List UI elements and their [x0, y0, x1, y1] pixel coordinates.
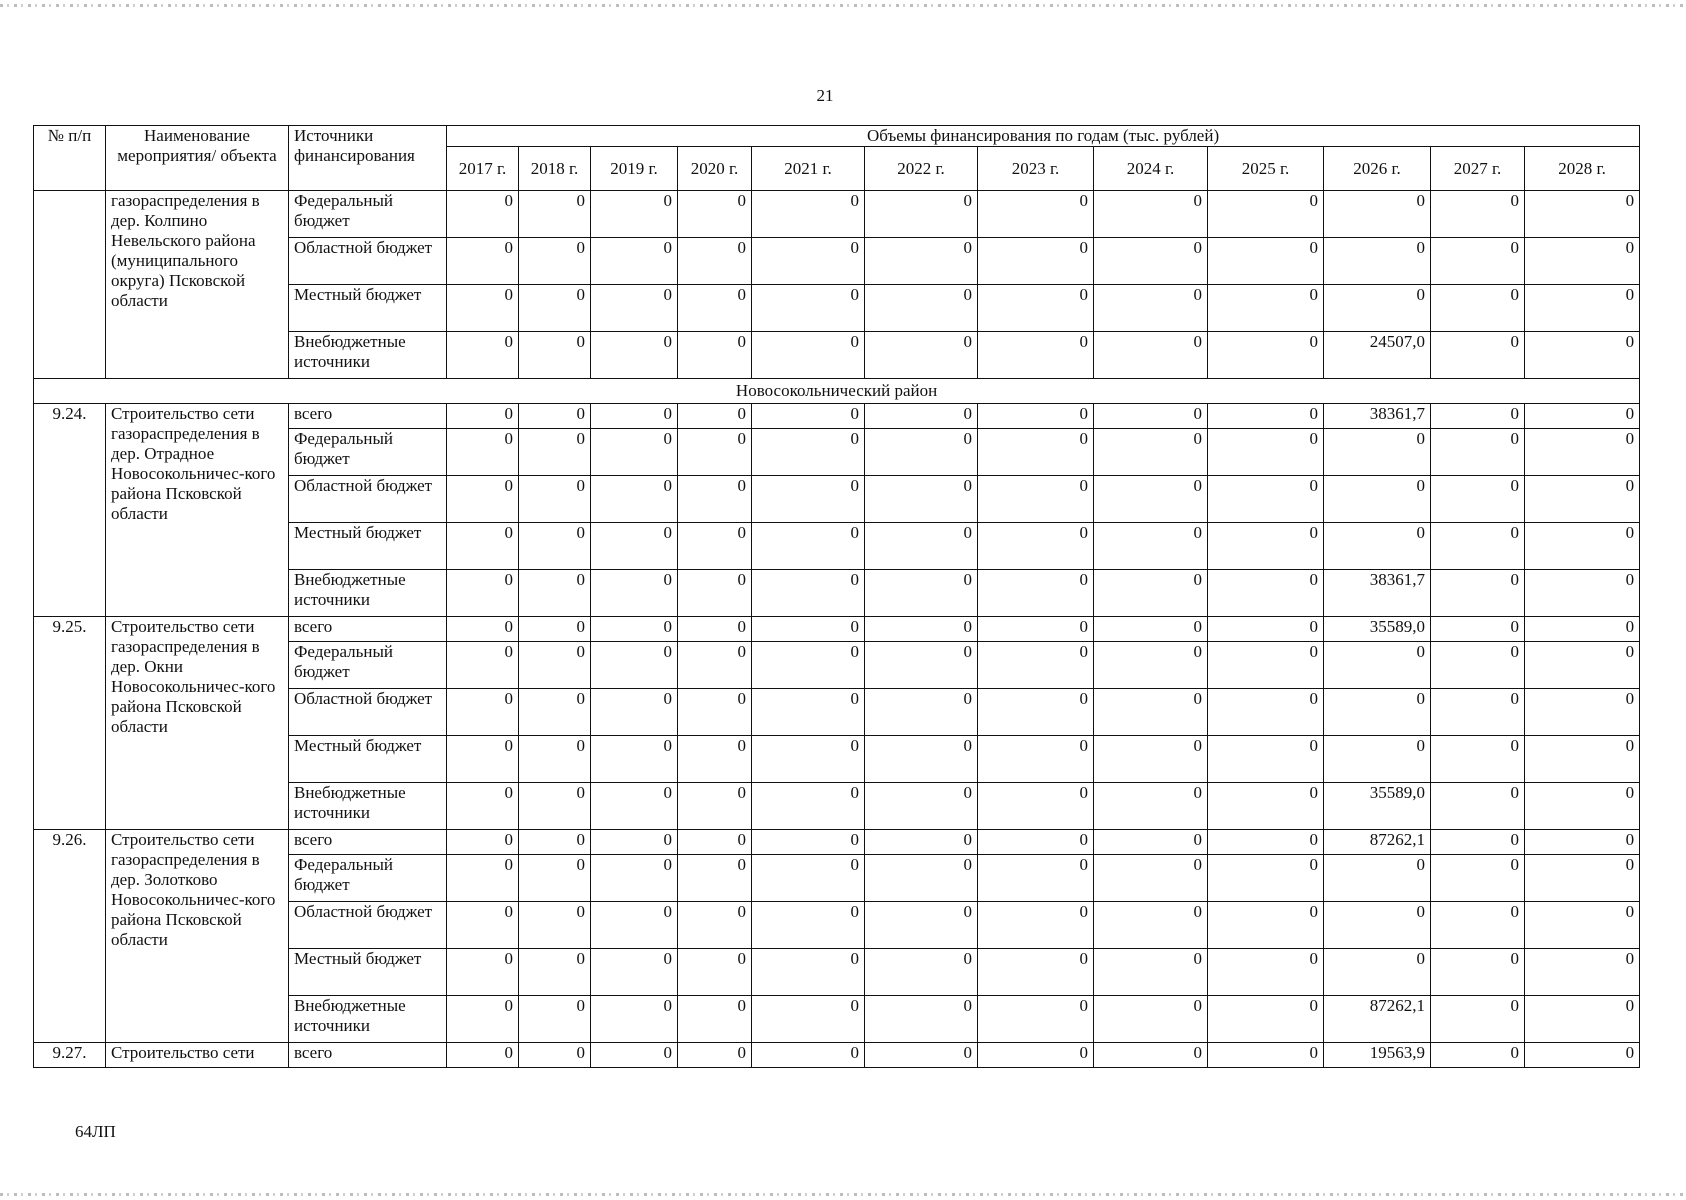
value-cell: 0 [1208, 617, 1324, 642]
value-cell: 0 [752, 783, 865, 830]
value-cell: 0 [519, 476, 591, 523]
value-cell: 0 [1208, 1043, 1324, 1068]
header-financing-group: Объемы финансирования по годам (тыс. рублей) [447, 126, 1640, 147]
value-cell: 87262,1 [1324, 996, 1431, 1043]
value-cell: 0 [978, 476, 1094, 523]
value-cell: 0 [1094, 949, 1208, 996]
value-cell: 0 [447, 736, 519, 783]
year-header: 2027 г. [1431, 147, 1525, 191]
value-cell: 0 [1094, 736, 1208, 783]
value-cell: 0 [519, 332, 591, 379]
value-cell: 0 [591, 570, 678, 617]
item-number-cell: 9.26. [34, 830, 106, 1043]
value-cell: 0 [447, 1043, 519, 1068]
value-cell: 0 [519, 617, 591, 642]
table-row [34, 1043, 1640, 1068]
value-cell: 0 [978, 285, 1094, 332]
value-cell: 0 [752, 570, 865, 617]
value-cell: 38361,7 [1324, 570, 1431, 617]
year-header: 2028 г. [1525, 147, 1640, 191]
value-cell: 0 [447, 476, 519, 523]
value-cell: 0 [978, 783, 1094, 830]
value-cell: 0 [752, 949, 865, 996]
value-cell: 0 [752, 332, 865, 379]
value-cell: 0 [1431, 404, 1525, 429]
value-cell: 0 [1431, 1043, 1525, 1068]
value-cell: 0 [519, 642, 591, 689]
value-cell: 0 [1094, 902, 1208, 949]
item-number-cell [34, 191, 106, 379]
region-row [34, 379, 1640, 404]
value-cell: 0 [978, 617, 1094, 642]
value-cell: 0 [591, 429, 678, 476]
value-cell: 0 [1208, 830, 1324, 855]
value-cell: 38361,7 [1324, 404, 1431, 429]
scan-edge-bottom [0, 1193, 1686, 1196]
value-cell: 0 [519, 855, 591, 902]
item-number-cell: 9.24. [34, 404, 106, 617]
value-cell: 0 [1431, 570, 1525, 617]
value-cell: 0 [1525, 949, 1640, 996]
value-cell: 0 [865, 429, 978, 476]
value-cell: 0 [865, 830, 978, 855]
value-cell: 0 [1208, 285, 1324, 332]
value-cell: 0 [1525, 404, 1640, 429]
page-number: 21 [816, 86, 834, 105]
value-cell: 0 [978, 949, 1094, 996]
value-cell: 0 [447, 996, 519, 1043]
value-cell: 0 [978, 238, 1094, 285]
table-row [34, 404, 1640, 429]
value-cell: 0 [865, 855, 978, 902]
source-cell: Областной бюджет [289, 476, 447, 523]
value-cell: 0 [1525, 429, 1640, 476]
value-cell: 0 [752, 736, 865, 783]
year-header: 2017 г. [447, 147, 519, 191]
value-cell: 0 [1094, 332, 1208, 379]
value-cell: 0 [1094, 238, 1208, 285]
value-cell: 0 [1208, 689, 1324, 736]
value-cell: 0 [865, 404, 978, 429]
value-cell: 0 [1525, 191, 1640, 238]
value-cell: 0 [447, 570, 519, 617]
value-cell: 0 [1431, 783, 1525, 830]
table-body [34, 191, 1640, 1068]
value-cell: 0 [1208, 642, 1324, 689]
value-cell: 0 [1431, 332, 1525, 379]
value-cell: 0 [1431, 429, 1525, 476]
value-cell: 0 [591, 949, 678, 996]
value-cell: 0 [752, 830, 865, 855]
value-cell: 0 [752, 429, 865, 476]
value-cell: 0 [865, 191, 978, 238]
value-cell: 0 [752, 1043, 865, 1068]
value-cell: 0 [865, 642, 978, 689]
source-cell: Федеральный бюджет [289, 855, 447, 902]
value-cell: 0 [752, 523, 865, 570]
source-cell: Областной бюджет [289, 689, 447, 736]
value-cell: 0 [1208, 783, 1324, 830]
table-row [34, 617, 1640, 642]
value-cell: 0 [1324, 689, 1431, 736]
value-cell: 0 [865, 285, 978, 332]
value-cell: 0 [1324, 949, 1431, 996]
value-cell: 0 [1208, 191, 1324, 238]
value-cell: 0 [1324, 902, 1431, 949]
value-cell: 0 [1431, 902, 1525, 949]
value-cell: 0 [678, 736, 752, 783]
value-cell: 0 [1431, 642, 1525, 689]
value-cell: 0 [978, 642, 1094, 689]
value-cell: 0 [678, 332, 752, 379]
source-cell: Местный бюджет [289, 736, 447, 783]
value-cell: 0 [978, 736, 1094, 783]
value-cell: 0 [447, 855, 519, 902]
year-header: 2020 г. [678, 147, 752, 191]
value-cell: 0 [678, 1043, 752, 1068]
value-cell: 0 [447, 429, 519, 476]
value-cell: 0 [865, 570, 978, 617]
value-cell: 0 [1208, 523, 1324, 570]
header-source: Источники финансирования [289, 126, 447, 191]
value-cell: 0 [1094, 617, 1208, 642]
value-cell: 0 [978, 996, 1094, 1043]
header-name: Наименование мероприятия/ объекта [106, 126, 289, 191]
value-cell: 0 [1094, 642, 1208, 689]
value-cell: 0 [1208, 736, 1324, 783]
value-cell: 0 [591, 332, 678, 379]
value-cell: 0 [591, 404, 678, 429]
value-cell: 0 [678, 404, 752, 429]
source-cell: Внебюджетные источники [289, 783, 447, 830]
year-header: 2026 г. [1324, 147, 1431, 191]
value-cell: 0 [1431, 285, 1525, 332]
value-cell: 0 [519, 429, 591, 476]
value-cell: 0 [447, 617, 519, 642]
value-cell: 0 [591, 642, 678, 689]
value-cell: 0 [1431, 996, 1525, 1043]
value-cell: 0 [1525, 902, 1640, 949]
value-cell: 0 [1208, 332, 1324, 379]
value-cell: 0 [591, 523, 678, 570]
value-cell: 0 [1094, 523, 1208, 570]
value-cell: 0 [1431, 689, 1525, 736]
value-cell: 0 [865, 902, 978, 949]
source-cell: Внебюджетные источники [289, 332, 447, 379]
value-cell: 0 [678, 855, 752, 902]
value-cell: 0 [752, 191, 865, 238]
value-cell: 0 [678, 238, 752, 285]
value-cell: 0 [1525, 332, 1640, 379]
value-cell: 0 [447, 902, 519, 949]
value-cell: 0 [519, 689, 591, 736]
value-cell: 0 [678, 949, 752, 996]
value-cell: 0 [447, 783, 519, 830]
value-cell: 19563,9 [1324, 1043, 1431, 1068]
value-cell: 0 [1431, 855, 1525, 902]
value-cell: 0 [519, 404, 591, 429]
value-cell: 0 [1324, 523, 1431, 570]
value-cell: 0 [447, 191, 519, 238]
year-header: 2021 г. [752, 147, 865, 191]
value-cell: 0 [678, 783, 752, 830]
value-cell: 0 [519, 996, 591, 1043]
value-cell: 0 [447, 404, 519, 429]
value-cell: 0 [865, 996, 978, 1043]
value-cell: 0 [591, 996, 678, 1043]
value-cell: 0 [865, 617, 978, 642]
value-cell: 0 [865, 1043, 978, 1068]
value-cell: 0 [519, 830, 591, 855]
value-cell: 0 [447, 285, 519, 332]
value-cell: 0 [1431, 523, 1525, 570]
item-number-cell: 9.27. [34, 1043, 106, 1068]
value-cell: 0 [1431, 476, 1525, 523]
financing-table [33, 125, 1640, 1068]
value-cell: 0 [447, 642, 519, 689]
value-cell: 0 [1324, 855, 1431, 902]
value-cell: 0 [447, 523, 519, 570]
item-name-cell: Строительство сети газораспределения в дер. Окни Новосокольничес-кого района Псковской области [106, 617, 289, 830]
value-cell: 0 [1324, 191, 1431, 238]
value-cell: 0 [1208, 996, 1324, 1043]
item-name-cell: Строительство сети газораспределения в дер. Отрадное Новосокольничес-кого района Псковской области [106, 404, 289, 617]
item-name-cell: Строительство сети газораспределения в дер. Золотково Новосокольничес-кого района Псковской области [106, 830, 289, 1043]
value-cell: 0 [447, 238, 519, 285]
value-cell: 0 [447, 332, 519, 379]
value-cell: 0 [591, 617, 678, 642]
value-cell: 0 [678, 476, 752, 523]
value-cell: 0 [519, 949, 591, 996]
value-cell: 0 [978, 689, 1094, 736]
value-cell: 0 [1431, 191, 1525, 238]
value-cell: 0 [1525, 830, 1640, 855]
header-num: № п/п [34, 126, 106, 191]
value-cell: 0 [752, 855, 865, 902]
year-header: 2024 г. [1094, 147, 1208, 191]
value-cell: 0 [752, 996, 865, 1043]
source-cell: всего [289, 830, 447, 855]
value-cell: 0 [447, 949, 519, 996]
value-cell: 0 [591, 902, 678, 949]
value-cell: 0 [1208, 476, 1324, 523]
value-cell: 0 [1525, 689, 1640, 736]
value-cell: 0 [447, 830, 519, 855]
value-cell: 0 [865, 523, 978, 570]
value-cell: 0 [752, 404, 865, 429]
value-cell: 0 [591, 830, 678, 855]
value-cell: 0 [752, 642, 865, 689]
value-cell: 0 [1525, 783, 1640, 830]
value-cell: 0 [678, 642, 752, 689]
value-cell: 0 [865, 476, 978, 523]
value-cell: 0 [678, 285, 752, 332]
value-cell: 0 [591, 191, 678, 238]
value-cell: 0 [519, 736, 591, 783]
year-header: 2018 г. [519, 147, 591, 191]
value-cell: 0 [752, 689, 865, 736]
value-cell: 0 [1525, 617, 1640, 642]
region-heading: Новосокольнический район [34, 379, 1640, 404]
value-cell: 0 [1431, 830, 1525, 855]
value-cell: 0 [678, 523, 752, 570]
value-cell: 0 [865, 238, 978, 285]
value-cell: 0 [591, 238, 678, 285]
value-cell: 0 [1324, 736, 1431, 783]
value-cell: 0 [1324, 476, 1431, 523]
value-cell: 0 [1525, 736, 1640, 783]
value-cell: 0 [591, 783, 678, 830]
value-cell: 0 [1525, 523, 1640, 570]
source-cell: всего [289, 617, 447, 642]
value-cell: 0 [1094, 570, 1208, 617]
value-cell: 0 [678, 830, 752, 855]
value-cell: 0 [1431, 238, 1525, 285]
value-cell: 0 [865, 736, 978, 783]
source-cell: Внебюджетные источники [289, 570, 447, 617]
value-cell: 35589,0 [1324, 617, 1431, 642]
value-cell: 0 [1094, 689, 1208, 736]
value-cell: 0 [1094, 855, 1208, 902]
value-cell: 0 [978, 404, 1094, 429]
value-cell: 0 [678, 996, 752, 1043]
value-cell: 0 [1094, 191, 1208, 238]
value-cell: 0 [978, 523, 1094, 570]
value-cell: 0 [519, 285, 591, 332]
value-cell: 0 [1525, 476, 1640, 523]
value-cell: 0 [447, 689, 519, 736]
value-cell: 0 [1525, 285, 1640, 332]
item-name-cell: газораспределения в дер. Колпино Невельского района (муниципального округа) Псковской области [106, 191, 289, 379]
value-cell: 0 [1094, 404, 1208, 429]
value-cell: 0 [1525, 570, 1640, 617]
value-cell: 0 [1094, 285, 1208, 332]
year-header: 2025 г. [1208, 147, 1324, 191]
document-code: 64ЛП [75, 1122, 116, 1141]
value-cell: 0 [978, 902, 1094, 949]
value-cell: 0 [678, 191, 752, 238]
value-cell: 0 [519, 902, 591, 949]
value-cell: 0 [752, 476, 865, 523]
value-cell: 0 [865, 783, 978, 830]
value-cell: 0 [1431, 617, 1525, 642]
value-cell: 0 [1208, 949, 1324, 996]
item-number-cell: 9.25. [34, 617, 106, 830]
source-cell: Местный бюджет [289, 285, 447, 332]
source-cell: Внебюджетные источники [289, 996, 447, 1043]
value-cell: 0 [591, 855, 678, 902]
source-cell: Федеральный бюджет [289, 429, 447, 476]
value-cell: 35589,0 [1324, 783, 1431, 830]
value-cell: 0 [1094, 830, 1208, 855]
value-cell: 0 [752, 617, 865, 642]
value-cell: 0 [978, 191, 1094, 238]
value-cell: 0 [519, 783, 591, 830]
scan-edge-top [0, 4, 1686, 7]
table-row [34, 191, 1640, 238]
value-cell: 0 [865, 949, 978, 996]
value-cell: 0 [1094, 429, 1208, 476]
source-cell: Областной бюджет [289, 238, 447, 285]
value-cell: 0 [1324, 285, 1431, 332]
value-cell: 0 [978, 570, 1094, 617]
value-cell: 87262,1 [1324, 830, 1431, 855]
year-header: 2023 г. [978, 147, 1094, 191]
value-cell: 0 [752, 238, 865, 285]
value-cell: 0 [1094, 1043, 1208, 1068]
value-cell: 0 [978, 429, 1094, 476]
value-cell: 0 [591, 1043, 678, 1068]
value-cell: 0 [1525, 238, 1640, 285]
value-cell: 0 [1094, 996, 1208, 1043]
value-cell: 0 [678, 689, 752, 736]
value-cell: 0 [752, 285, 865, 332]
year-header: 2022 г. [865, 147, 978, 191]
item-name-cell: Строительство сети [106, 1043, 289, 1068]
source-cell: Местный бюджет [289, 523, 447, 570]
value-cell: 0 [591, 689, 678, 736]
value-cell: 0 [678, 617, 752, 642]
value-cell: 0 [978, 830, 1094, 855]
value-cell: 0 [978, 855, 1094, 902]
value-cell: 0 [978, 1043, 1094, 1068]
value-cell: 0 [1525, 1043, 1640, 1068]
value-cell: 0 [1208, 855, 1324, 902]
value-cell: 0 [591, 476, 678, 523]
value-cell: 0 [519, 523, 591, 570]
value-cell: 0 [678, 570, 752, 617]
value-cell: 0 [1525, 642, 1640, 689]
value-cell: 0 [1324, 642, 1431, 689]
source-cell: всего [289, 1043, 447, 1068]
value-cell: 0 [1525, 855, 1640, 902]
value-cell: 0 [519, 191, 591, 238]
value-cell: 0 [1208, 902, 1324, 949]
value-cell: 0 [678, 429, 752, 476]
source-cell: Федеральный бюджет [289, 642, 447, 689]
value-cell: 0 [1324, 429, 1431, 476]
value-cell: 24507,0 [1324, 332, 1431, 379]
value-cell: 0 [591, 285, 678, 332]
value-cell: 0 [865, 332, 978, 379]
value-cell: 0 [1094, 476, 1208, 523]
value-cell: 0 [1208, 404, 1324, 429]
source-cell: Федеральный бюджет [289, 191, 447, 238]
source-cell: Местный бюджет [289, 949, 447, 996]
table-row [34, 830, 1640, 855]
value-cell: 0 [519, 570, 591, 617]
value-cell: 0 [978, 332, 1094, 379]
value-cell: 0 [1208, 429, 1324, 476]
year-header: 2019 г. [591, 147, 678, 191]
value-cell: 0 [1208, 570, 1324, 617]
value-cell: 0 [1208, 238, 1324, 285]
value-cell: 0 [1431, 949, 1525, 996]
value-cell: 0 [752, 902, 865, 949]
source-cell: всего [289, 404, 447, 429]
value-cell: 0 [1525, 996, 1640, 1043]
value-cell: 0 [1094, 783, 1208, 830]
value-cell: 0 [1431, 736, 1525, 783]
value-cell: 0 [678, 902, 752, 949]
value-cell: 0 [865, 689, 978, 736]
source-cell: Областной бюджет [289, 902, 447, 949]
value-cell: 0 [519, 1043, 591, 1068]
value-cell: 0 [591, 736, 678, 783]
value-cell: 0 [1324, 238, 1431, 285]
value-cell: 0 [519, 238, 591, 285]
